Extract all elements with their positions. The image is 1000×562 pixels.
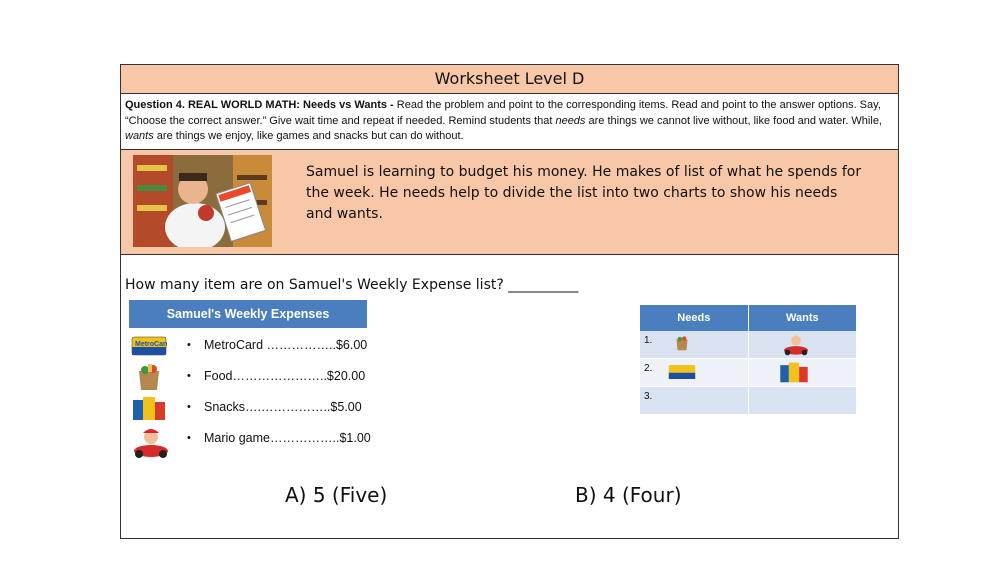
- story-text: Samuel is learning to budget his money. He makes of list of what he spends for the week. He needs help to divide the list into two charts to show his needs and wants.: [306, 164, 862, 222]
- table-row: [640, 387, 857, 415]
- wants-cell: [748, 359, 856, 387]
- list-item: [129, 332, 367, 362]
- needs-cell: [640, 387, 748, 415]
- row-number: 3.: [644, 391, 653, 402]
- answer-option-a[interactable]: A) 5 (Five): [285, 483, 388, 507]
- wants-cell: [748, 331, 856, 359]
- expense-metrocard: MetroCard ……………..$6.00: [204, 338, 368, 352]
- list-item: [129, 394, 367, 424]
- weekly-expenses-card: [129, 300, 371, 470]
- mario-game-icon: [131, 425, 167, 453]
- bullet: •: [187, 432, 191, 444]
- mario-game-icon: [781, 332, 811, 359]
- table-row: [640, 359, 857, 387]
- grocery-bag-icon: [672, 333, 692, 356]
- snacks-icon: [131, 394, 167, 422]
- person-with-shopping-list-image: [133, 155, 272, 247]
- expense-mario-game: Mario game……………..$1.00: [204, 431, 371, 445]
- story-panel: [121, 150, 898, 255]
- table-row: [640, 331, 857, 359]
- answer-option-b[interactable]: B) 4 (Four): [575, 483, 682, 507]
- svg-text:MetroCard: MetroCard: [135, 341, 167, 348]
- bullet: •: [187, 370, 191, 382]
- question-label: Question 4. REAL WORLD MATH: Needs vs Wants -: [125, 99, 394, 111]
- instructions-wants: wants: [125, 130, 154, 142]
- wants-header: Wants: [748, 305, 856, 331]
- wants-cell: [748, 387, 856, 415]
- needs-wants-table: [640, 305, 857, 415]
- metrocard-icon: [131, 332, 167, 360]
- snacks-icon: [777, 360, 811, 387]
- instructions-text-1: Read the problem and point to the corresponding items. Read and point to the answer options. Say, “Choose the correct answer.” Give wait time and repeat if needed. Remind students that: [125, 99, 881, 127]
- list-item: [129, 363, 367, 393]
- needs-cell: [640, 359, 748, 387]
- question-text: How many item are on Samuel's Weekly Expense list? __________: [125, 277, 579, 293]
- instructions-needs: needs: [555, 114, 586, 127]
- instructions-text-3: are things we enjoy, like games and snacks but can do without.: [153, 130, 464, 142]
- row-number: 2.: [644, 363, 653, 374]
- worksheet-title: Worksheet Level D: [121, 65, 898, 94]
- grocery-bag-icon: [131, 363, 167, 391]
- worksheet: [120, 64, 899, 539]
- instructions: [121, 94, 898, 150]
- metrocard-icon: [668, 364, 696, 383]
- bullet: •: [187, 339, 191, 351]
- row-number: 1.: [644, 335, 653, 346]
- expense-food: Food…………………..$20.00: [204, 369, 366, 383]
- expense-snacks: Snacks….……………..$5.00: [204, 400, 362, 414]
- weekly-expenses-title: Samuel's Weekly Expenses: [129, 300, 367, 328]
- needs-header: Needs: [640, 305, 748, 331]
- instructions-text-2: are things we cannot live without, like food and water. While,: [585, 114, 882, 127]
- bullet: •: [187, 401, 191, 413]
- list-item: [129, 425, 371, 455]
- needs-cell: [640, 331, 748, 359]
